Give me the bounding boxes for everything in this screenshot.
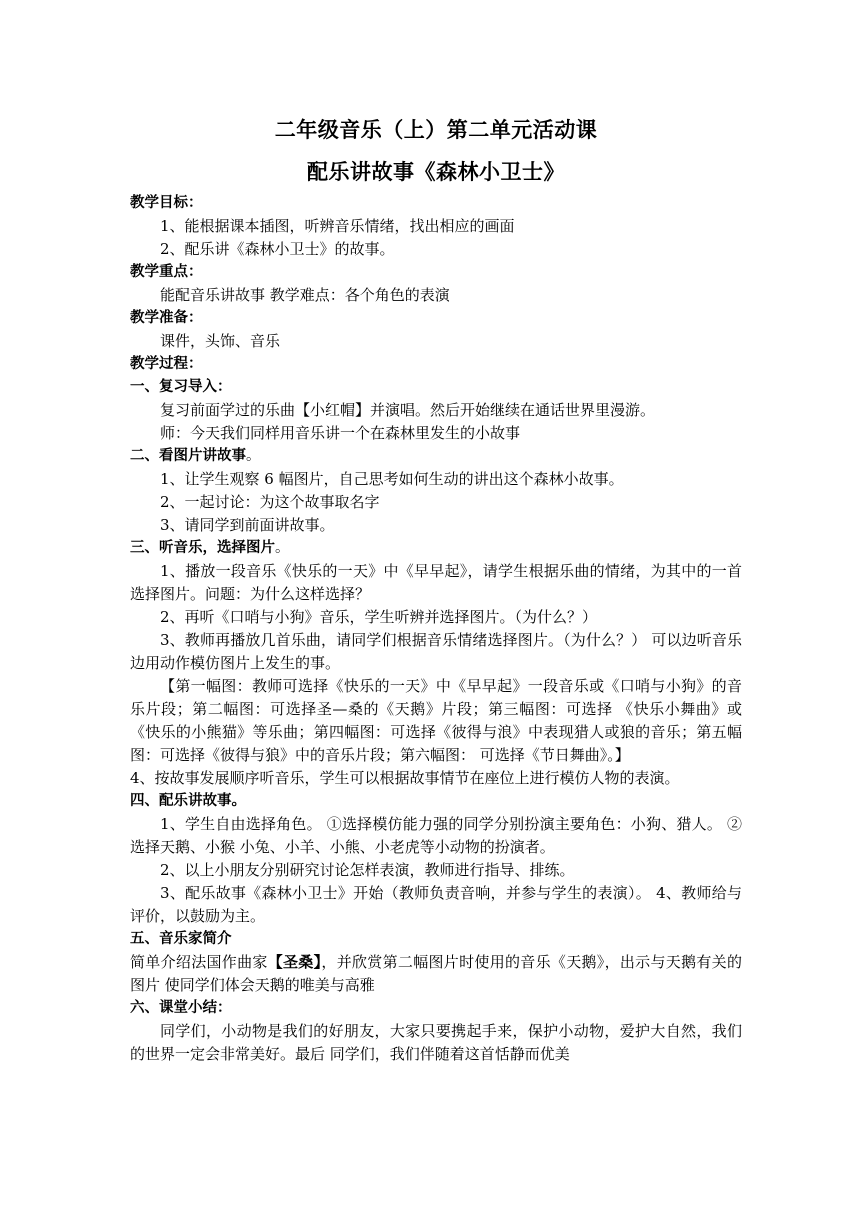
section-4-paragraph: 3、配乐故事《森林小卫士》开始（教师负责音响，并参与学生的表演）。 4、教师给与评价，以鼓励为主。 [130,884,742,925]
section-3-paragraph: 3、教师再播放几首乐曲，请同学们根据音乐情绪选择图片。（为什么？） 可以边听音乐边用动作模仿图片上发生的事。 [130,631,742,672]
process-heading: 教学过程： [130,356,203,372]
section-4-paragraph: 1、学生自由选择角色。 ①选择模仿能力强的同学分别扮演主要角色：小狗、猎人。 ②选择天鹅、小猴 小兔、小羊、小熊、小老虎等小动物的扮演者。 [130,815,742,856]
section-3-heading-text: 三、听音乐，选择图片 [130,540,275,556]
section-2-line: 2、一起讨论：为这个故事取名字 [160,493,380,511]
prep-text: 课件，头饰、音乐 [160,332,281,350]
document-title: 二年级音乐（上）第二单元活动课 [274,118,598,142]
section-1-line: 复习前面学过的乐曲【小红帽】并演唱。然后开始继续在通话世界里漫游。 [160,401,656,419]
section-5-heading: 五、音乐家简介 [130,931,232,947]
keypoints-heading: 教学重点： [130,264,203,280]
goal-item: 2、配乐讲《森林小卫士》的故事。 [160,240,395,258]
section-2-heading-text: 二、看图片讲故事 [130,448,246,464]
section-2-line: 1、让学生观察 6 幅图片，自己思考如何生动的讲出这个森林小故事。 [160,470,624,488]
prep-heading: 教学准备： [130,310,203,326]
section-4-heading: 四、配乐讲故事。 [130,793,246,809]
section-2-line: 3、请同学到前面讲故事。 [160,516,335,534]
section-2-heading-tail: 。 [246,448,261,464]
document-page [130,112,742,1066]
section-4-paragraph: 2、以上小朋友分别研究讨论怎样表演，教师进行指导、排练。 [160,861,575,879]
section-3-paragraph: 2、再听《口哨与小狗》音乐，学生听辨并选择图片。（为什么？） [160,608,598,626]
section-5-text-pre: 简单介绍法国作曲家 [130,953,268,971]
section-1-heading: 一、复习导入： [130,379,232,395]
section-5-text-post: ，并欣赏第二幅图片时使用的音乐《天鹅》，出示与天鹅有关的图片 使同学们体会天鹅的唯美与高雅 [130,953,742,994]
section-3-paragraph: 4、按故事发展顺序听音乐，学生可以根据故事情节在座位上进行模仿人物的表演。 [130,769,680,787]
goals-heading: 教学目标： [130,195,203,211]
section-1-line: 师：今天我们同样用音乐讲一个在森林里发生的小故事 [160,424,521,442]
document-subtitle: 配乐讲故事《森林小卫士》 [307,160,565,184]
section-3-paragraph: 1、播放一段音乐《快乐的一天》中《早早起》，请学生根据乐曲的情绪，为其中的一首选择图片。问题：为什么这样选择？ [130,562,742,603]
section-3-paragraph: 【第一幅图：教师可选择《快乐的一天》中《早早起》一段音乐或《口哨与小狗》的音乐片段；第二幅图：可选择圣—桑的《天鹅》片段；第三幅图：可选择 《快乐小舞曲》或《快乐的小熊猫》等乐曲；第四幅图：可选择《彼得与浪》中表现猎人或狼的音乐；第五幅图：可选择《彼得与狼》中的音乐片段；第六幅图： 可选择《节日舞曲》。】 [130,677,742,764]
section-5-paragraph [130,951,742,997]
section-6-paragraph: 同学们，小动物是我们的好朋友，大家只要携起手来，保护小动物，爱护大自然，我们的世界一定会非常美好。最后 同学们，我们伴随着这首恬静而优美 [130,1022,742,1063]
goal-item: 1、能根据课本插图，听辨音乐情绪，找出相应的画面 [160,217,515,235]
section-3-heading-tail: 。 [275,540,290,556]
keypoints-text: 能配音乐讲故事 教学难点：各个角色的表演 [160,286,450,304]
section-2-heading [130,445,742,468]
composer-name: 【圣桑】 [267,953,322,971]
section-6-heading: 六、课堂小结： [130,1000,232,1016]
section-3-heading [130,537,742,560]
